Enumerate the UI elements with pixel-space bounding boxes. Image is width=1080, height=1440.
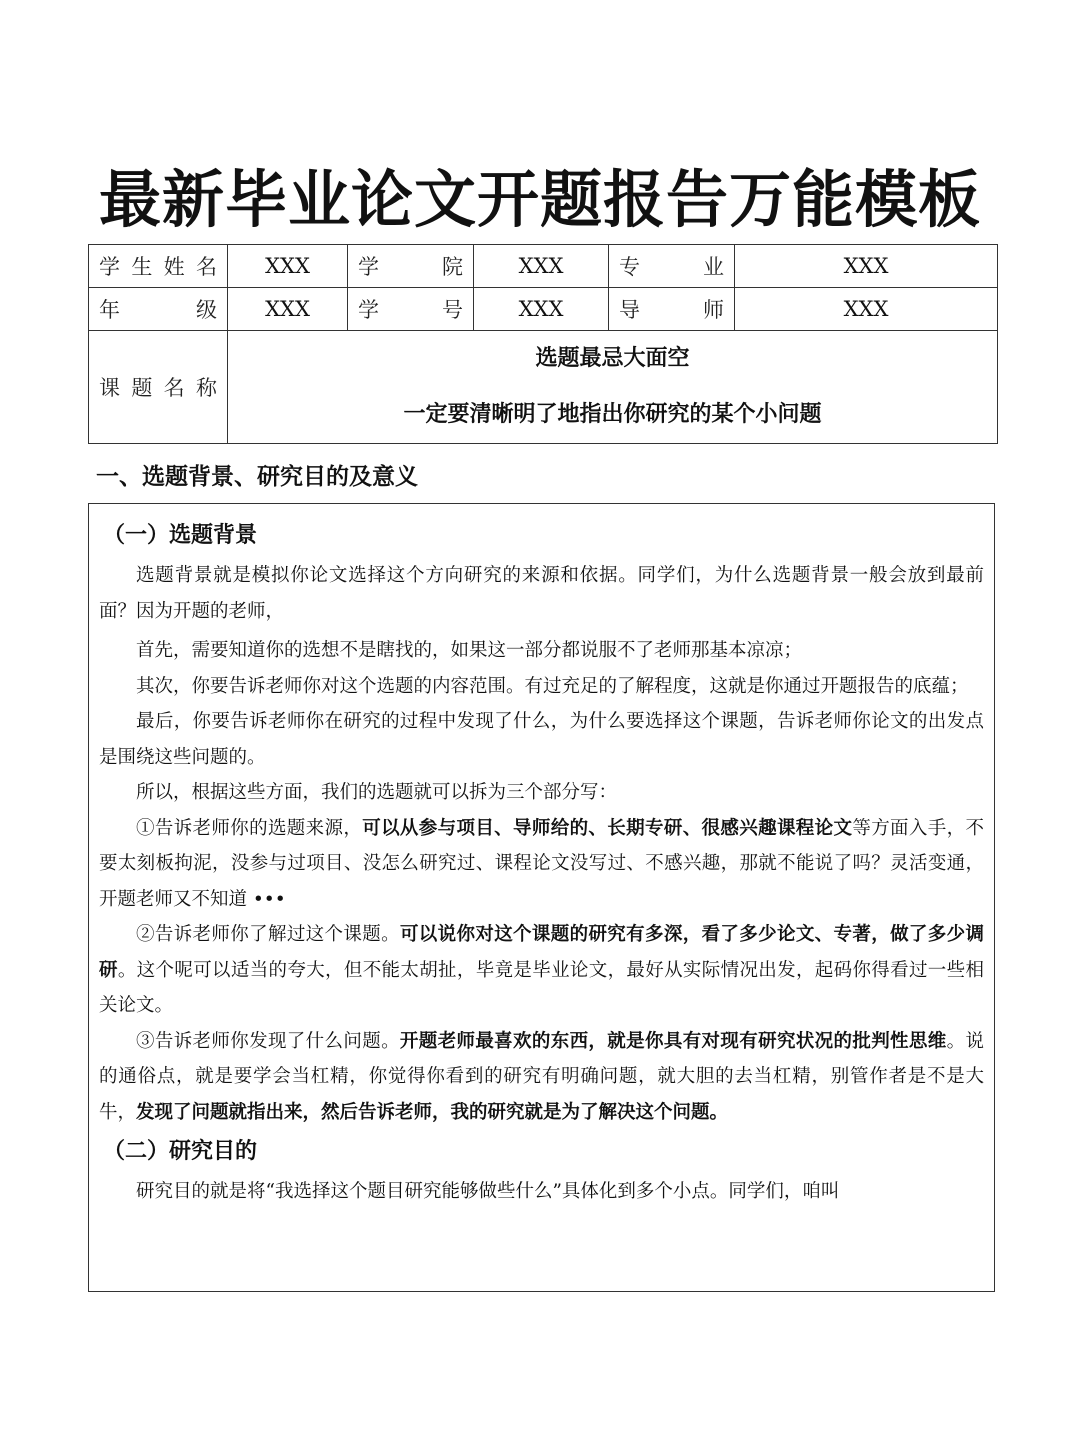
p7-rest: 。这个呢可以适当的夸大，但不能太胡扯，毕竟是毕业论文，最好从实际情况出发，起码你得看过一些相关论文。	[99, 959, 984, 1016]
label-grade: 年 级	[89, 288, 228, 331]
label-student-id: 学 号	[348, 288, 474, 331]
p8-lead: ③告诉老师你发现了什么问题。	[136, 1030, 400, 1052]
topic-line-2: 一定要清晰明了地指出你研究的某个小问题	[403, 402, 822, 427]
p6-bold: 可以从参与项目、导师给的、长期专研、很感兴趣课程论文	[362, 817, 853, 839]
label-topic: 课 题 名 称	[89, 331, 228, 444]
topic-line-1: 选题最忌大面空	[535, 346, 690, 371]
paragraph-2: 首先，需要知道你的选想不是瞎找的，如果这一部分都说服不了老师那基本凉凉；	[136, 640, 803, 661]
p7-bold: 可以说你对这个课题的研究有多深，看了多少论文、专著，做了多少调研	[99, 924, 984, 981]
p7-lead: ②告诉老师你了解过这个课题。	[136, 924, 400, 945]
section-heading: 一、选题背景、研究目的及意义	[96, 464, 418, 490]
paragraph-7	[99, 917, 984, 1024]
p6-rest: 等方面入手，不要太刻板拘泥，没参与过项目、没怎么研究过、课程论文没写过、不感兴趣，那就不能说了吗？灵活变通，开题老师又不知道 •••	[99, 817, 984, 910]
label-college: 学 院	[348, 245, 474, 288]
p8-bold-2: 发现了问题就指出来，然后告诉老师，我的研究就是为了解决这个问题。	[136, 1101, 729, 1123]
label-advisor: 导 师	[609, 288, 735, 331]
paragraph-1: 选题背景就是模拟你论文选择这个方向研究的来源和依据。同学们，为什么选题背景一般会放到最前面？因为开题的老师，	[99, 565, 984, 622]
p8-middle: 。说的通俗点，就是要学会当杠精，你觉得你看到的研究有明确问题，就大胆的去当杠精，别管作者是不是大牛，	[99, 1030, 984, 1123]
subsection-heading-purpose: （二）研究目的	[103, 1139, 258, 1164]
subsection-heading-background: （一）选题背景	[103, 523, 258, 548]
value-topic	[228, 331, 998, 444]
info-row-2	[89, 288, 998, 331]
paragraph-purpose-1: 研究目的就是将“我选择这个题目研究能够做些什么”具体化到多个小点。同学们，咱叫	[136, 1181, 840, 1202]
label-student-name: 学 生 姓 名	[89, 245, 228, 288]
paragraph-5: 所以，根据这些方面，我们的选题就可以拆为三个部分写：	[136, 782, 618, 803]
paragraph-8	[99, 1024, 984, 1131]
document-title: 最新毕业论文开题报告万能模板	[98, 163, 981, 236]
value-grade: XXX	[228, 288, 348, 331]
paragraph-6	[99, 811, 984, 918]
value-advisor: XXX	[735, 288, 998, 331]
info-table	[88, 244, 998, 444]
value-student-id: XXX	[474, 288, 609, 331]
paragraph-3: 其次，你要告诉老师你对这个选题的内容范围。有过充足的了解程度，这就是你通过开题报告的底蕴；	[136, 675, 969, 697]
value-college: XXX	[474, 245, 609, 288]
value-student-name: XXX	[228, 245, 348, 288]
p8-bold-1: 开题老师最喜欢的东西，就是你具有对现有研究状况的批判性思维	[399, 1030, 947, 1052]
label-major: 专 业	[609, 245, 735, 288]
info-row-1	[89, 245, 998, 288]
info-row-topic	[89, 331, 998, 444]
section-content-box	[88, 503, 995, 1292]
value-major: XXX	[735, 245, 998, 288]
p6-lead: ①告诉老师你的选题来源，	[136, 817, 363, 839]
paragraph-4: 最后，你要告诉老师你在研究的过程中发现了什么，为什么要选择这个课题，告诉老师你论文的出发点是围绕这些问题的。	[99, 711, 984, 768]
